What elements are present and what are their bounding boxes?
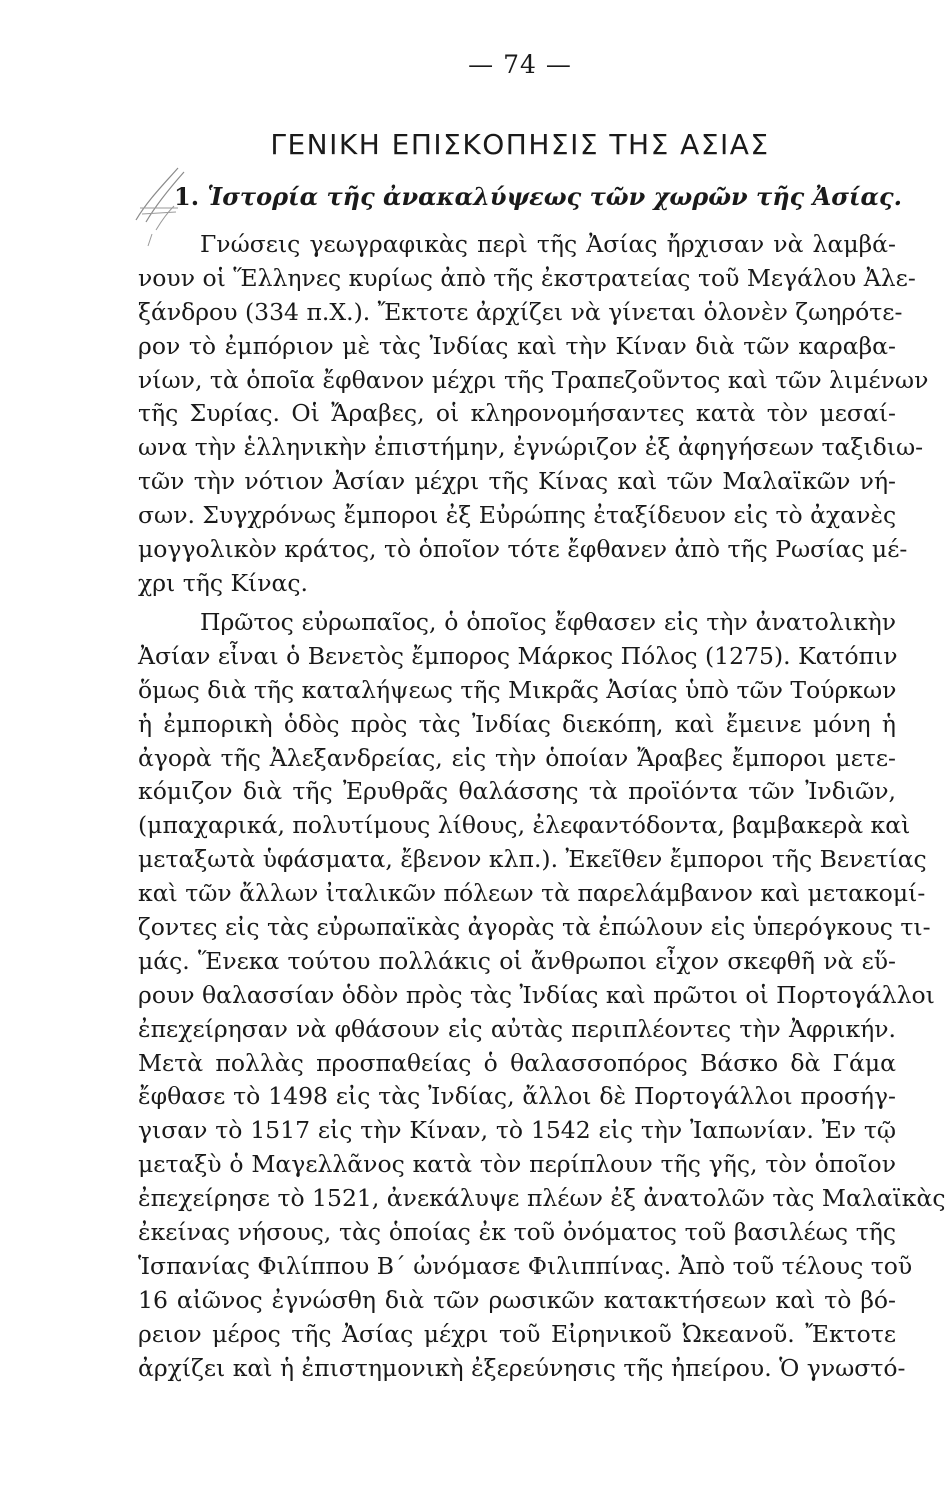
text-line: ρον τὸ ἐμπόριον μὲ τὰς Ἰνδίας καὶ τὴν Κίναν διὰ τῶν καραβα-: [138, 331, 896, 360]
text-line: μεταξωτὰ ὑφάσματα, ἔβενον κλπ.). Ἐκεῖθεν ἔμποροι τῆς Βενετίας: [138, 845, 927, 874]
section-number: 1.: [174, 182, 200, 211]
text-line: ωνα τὴν ἑλληνικὴν ἐπιστήμην, ἐγνώριζον ἐξ ἀφηγήσεων ταξιδιω-: [138, 433, 924, 462]
text-line: μογγολικὸν κράτος, τὸ ὁποῖον τότε ἔφθανεν ἀπὸ τῆς Ρωσίας μέ-: [138, 535, 908, 564]
text-line: Μετὰ πολλὰς προσπαθείας ὁ θαλασσοπόρος Βάσκο δὰ Γάμα: [138, 1048, 896, 1077]
text-line: ἀρχίζει καὶ ἡ ἐπιστημονικὴ ἐξερεύνησις τῆς ἠπείρου. Ὁ γνωστό-: [138, 1353, 906, 1382]
text-line: ἐπεχείρησε τὸ 1521, ἀνεκάλυψε πλέων ἐξ ἀνατολῶν τὰς Μαλαϊκὰς: [138, 1184, 946, 1213]
text-line: νίων, τὰ ὁποῖα ἔφθανον μέχρι τῆς Τραπεζοῦντος καὶ τῶν λιμένων: [138, 365, 929, 394]
text-line: 16 αἰῶνος ἐγνώσθη διὰ τῶν ρωσικῶν κατακτήσεων καὶ τὸ βό-: [138, 1285, 896, 1314]
text-line: ἐκείνας νήσους, τὰς ὁποίας ἐκ τοῦ ὀνόματος τοῦ βασιλέως τῆς: [138, 1218, 896, 1247]
text-line: ἡ ἐμπορικὴ ὁδὸς πρὸς τὰς Ἰνδίας διεκόπη, καὶ ἔμεινε μόνη ἡ: [138, 709, 896, 738]
text-line: καὶ τῶν ἄλλων ἰταλικῶν πόλεων τὰ παρελάμβανον καὶ μετακομί-: [138, 879, 926, 908]
text-line: ἔφθασε τὸ 1498 εἰς τὰς Ἰνδίας, ἄλλοι δὲ Πορτογάλλοι προσήγ-: [138, 1082, 896, 1111]
text-line: τῶν τὴν νότιον Ἀσίαν μέχρι τῆς Κίνας καὶ τῶν Μαλαϊκῶν νή-: [138, 467, 896, 496]
text-line: μάς. Ἕνεκα τούτου πολλάκις οἱ ἄνθρωποι εἶχον σκεφθῆ νὰ εὕ-: [138, 946, 896, 975]
text-line: Γνώσεις γεωγραφικὰς περὶ τῆς Ἀσίας ἤρχισαν νὰ λαμβά-: [200, 230, 896, 258]
text-line: σων. Συγχρόνως ἔμποροι ἐξ Εὐρώπης ἐταξίδευον εἰς τὸ ἀχανὲς: [138, 501, 897, 530]
chapter-title: ΓΕΝΙΚΗ ΕΠΙΣΚΟΠΗΣΙΣ ΤΗΣ ΑΣΙΑΣ: [270, 128, 770, 161]
text-line: γισαν τὸ 1517 εἰς τὴν Κίναν, τὸ 1542 εἰς τὴν Ἰαπωνίαν. Ἐν τῷ: [138, 1116, 896, 1145]
text-line: κόμιζον διὰ τῆς Ἐρυθρᾶς θαλάσσης τὰ προϊόντα τῶν Ἰνδιῶν,: [138, 777, 896, 806]
text-line: Ἀσίαν εἶναι ὁ Βενετὸς ἔμπορος Μάρκος Πόλος (1275). Κατόπιν: [138, 641, 898, 670]
section-heading: [174, 182, 902, 211]
text-line: Ἱσπανίας Φιλίππου Β΄ ὠνόμασε Φιλιππίνας. Ἀπὸ τοῦ τέλους τοῦ: [138, 1251, 913, 1280]
page-number: — 74 —: [468, 50, 572, 79]
paragraph-1: [138, 228, 929, 601]
section-title: Ἱστορία τῆς ἀνακαλύψεως τῶν χωρῶν τῆς Ἀσίας.: [207, 182, 902, 211]
text-line: ρειον μέρος τῆς Ἀσίας μέχρι τοῦ Εἰρηνικοῦ Ὠκεανοῦ. Ἔκτοτε: [138, 1319, 896, 1348]
text-line: (μπαχαρικά, πολυτίμους λίθους, ἐλεφαντόδοντα, βαμβακερὰ καὶ: [138, 811, 911, 840]
text-line: μεταξὺ ὁ Μαγελλᾶνος κατὰ τὸν περίπλουν τῆς γῆς, τὸν ὁποῖον: [138, 1150, 896, 1179]
text-line: ζοντες εἰς τὰς εὐρωπαϊκὰς ἀγορὰς τὰ ἐπώλουν εἰς ὑπερόγκους τι-: [138, 913, 931, 942]
text-line: τῆς Συρίας. Οἱ Ἄραβες, οἱ κληρονομήσαντες κατὰ τὸν μεσαί-: [138, 399, 896, 428]
text-line: ἀγορὰ τῆς Ἀλεξανδρείας, εἰς τὴν ὁποίαν Ἄραβες ἔμποροι μετε-: [138, 743, 896, 772]
text-line: ὅμως διὰ τῆς καταλήψεως τῆς Μικρᾶς Ἀσίας ὑπὸ τῶν Τούρκων: [138, 675, 897, 704]
text-line: ρουν θαλασσίαν ὁδὸν πρὸς τὰς Ἰνδίας καὶ πρῶτοι οἱ Πορτογάλλοι: [138, 980, 935, 1009]
text-line: χρι τῆς Κίνας.: [138, 568, 309, 597]
text-line: Πρῶτος εὐρωπαῖος, ὁ ὁποῖος ἔφθασεν εἰς τὴν ἀνατολικὴν: [200, 608, 896, 636]
paragraph-2: [138, 606, 946, 1385]
text-line: ξάνδρου (334 π.Χ.). Ἔκτοτε ἀρχίζει νὰ γίνεται ὁλονὲν ζωηρότε-: [138, 297, 903, 326]
text-line: νουν οἱ Ἕλληνες κυρίως ἀπὸ τῆς ἐκστρατείας τοῦ Μεγάλου Ἀλε-: [138, 263, 916, 292]
text-line: ἐπεχείρησαν νὰ φθάσουν εἰς αὐτὰς περιπλέοντες τὴν Ἀφρικήν.: [138, 1014, 896, 1043]
